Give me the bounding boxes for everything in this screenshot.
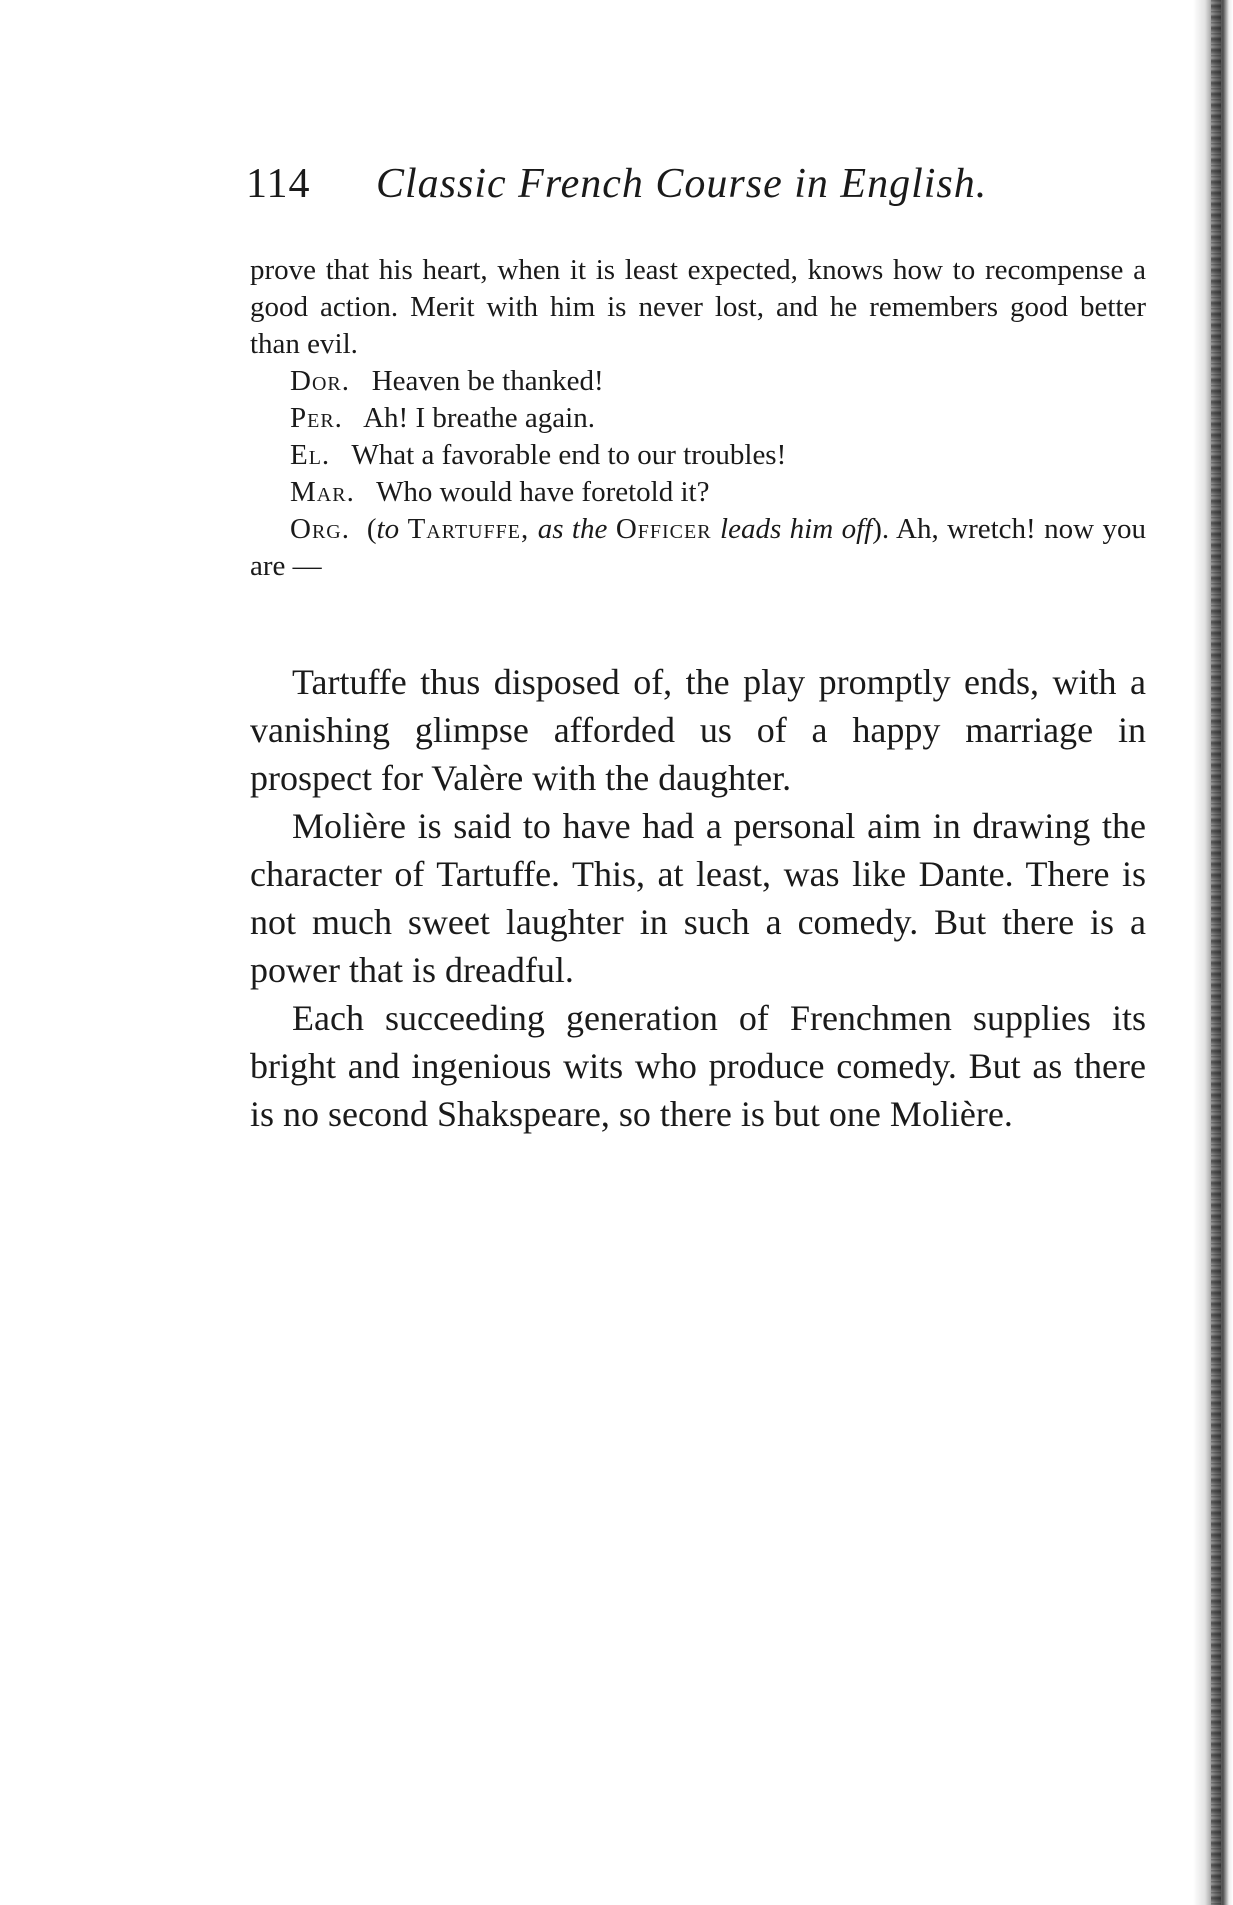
speech-text: What a favorable end to our troubles! — [351, 439, 787, 471]
dialogue-line — [250, 363, 1146, 400]
stage-direction-to: to — [376, 513, 400, 545]
body-paragraph: Molière is said to have had a personal aim in drawing the character of Tartuffe. This, at least, was like Dante. There is not much sweet laughter in such a comedy. But there is a power that is dreadful. — [250, 806, 1146, 990]
speaker-name: Mar. — [290, 476, 355, 508]
body-paragraph: Each succeeding generation of Frenchmen supplies its bright and ingenious wits who produce comedy. But as there is no second Shakspeare, so there is but one Molière. — [250, 998, 1146, 1134]
page-number: 114 — [246, 161, 311, 207]
speaker-name: Dor. — [290, 365, 350, 397]
running-title: Classic French Course in English. — [376, 161, 988, 207]
dialogue-line — [250, 474, 1146, 511]
dialogue-line — [250, 400, 1146, 437]
dialogue-excerpt — [250, 252, 1146, 585]
stage-direction-close: ). — [872, 513, 890, 545]
stage-direction-officer: Officer — [615, 513, 712, 545]
stage-direction-open: ( — [366, 513, 377, 545]
speech-text: Ah, wretch! now you are — — [250, 513, 1147, 582]
speaker-name: Org. — [290, 513, 350, 545]
scanned-binding-edge — [1193, 0, 1233, 1905]
body-paragraph: Tartuffe thus disposed of, the play promptly ends, with a vanishing glimpse afforded us of a happy marriage in prospect for Valère with the daughter. — [250, 662, 1146, 798]
dialogue-line-final — [250, 511, 1146, 585]
speech-text: Ah! I breathe again. — [363, 402, 595, 434]
dialogue-opening-paragraph: prove that his heart, when it is least expected, knows how to recompense a good action. Merit with him is never lost, and he remembers good better than evil. — [250, 254, 1146, 360]
dialogue-line — [250, 437, 1146, 474]
speech-text: Who would have foretold it? — [376, 476, 710, 508]
commentary-text — [250, 658, 1146, 1138]
page-header — [246, 160, 1146, 220]
stage-direction-character: Tartuffe, — [407, 513, 530, 545]
speech-text: Heaven be thanked! — [371, 365, 604, 397]
stage-direction-action: leads him off — [720, 513, 873, 545]
speaker-name: Per. — [290, 402, 343, 434]
stage-direction-as-the: as the — [537, 513, 608, 545]
speaker-name: El. — [290, 439, 331, 471]
